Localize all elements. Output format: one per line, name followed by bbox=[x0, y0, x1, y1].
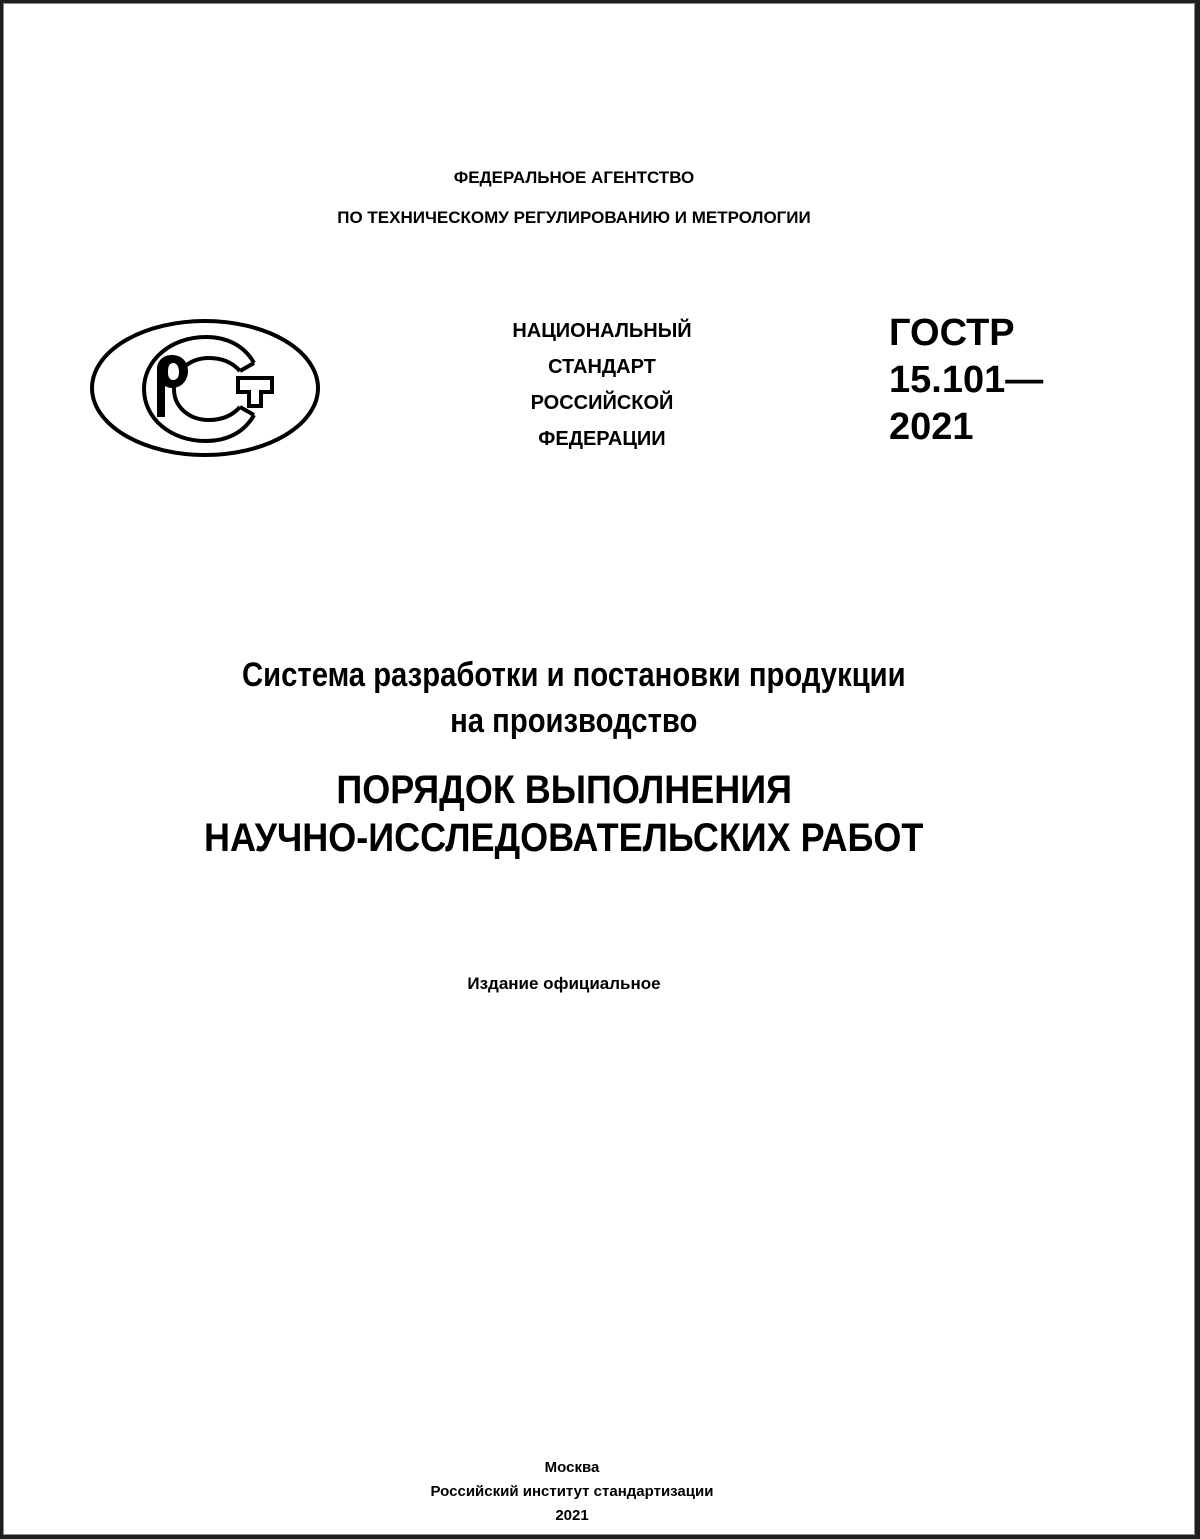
national-standard-line: РОССИЙСКОЙ bbox=[530, 392, 674, 414]
national-standard-label bbox=[484, 313, 720, 457]
title-line: НАУЧНО-ИССЛЕДОВАТЕЛЬСКИХ РАБОТ bbox=[204, 816, 924, 860]
agency-name-line-1: ФЕДЕРАЛЬНОЕ АГЕНТСТВО bbox=[453, 168, 695, 187]
designation-line: 2021 bbox=[889, 406, 974, 448]
rst-certification-mark-icon bbox=[88, 317, 322, 459]
publication-footer bbox=[4, 1456, 1140, 1528]
footer-year: 2021 bbox=[555, 1507, 589, 1524]
designation-line: ГОСТР bbox=[889, 312, 1015, 354]
document-subtitle bbox=[4, 652, 1144, 744]
agency-name-line-2: ПО ТЕХНИЧЕСКОМУ РЕГУЛИРОВАНИЮ И МЕТРОЛОГИИ bbox=[337, 208, 811, 227]
national-standard-line: НАЦИОНАЛЬНЫЙ bbox=[512, 320, 692, 342]
designation-line: 15.101— bbox=[889, 359, 1044, 401]
standard-designation bbox=[889, 310, 1043, 451]
footer-publisher: Российский институт стандартизации bbox=[430, 1483, 714, 1500]
national-standard-line: СТАНДАРТ bbox=[548, 356, 656, 378]
document-title bbox=[4, 766, 1124, 862]
national-standard-line: ФЕДЕРАЦИИ bbox=[538, 428, 666, 450]
footer-city: Москва bbox=[544, 1459, 600, 1476]
subtitle-line: на производство bbox=[450, 702, 698, 740]
title-line: ПОРЯДОК ВЫПОЛНЕНИЯ bbox=[336, 768, 792, 812]
document-page bbox=[3, 3, 1195, 1535]
subtitle-line: Система разработки и постановки продукции bbox=[242, 656, 906, 694]
edition-label: Издание официальное bbox=[467, 974, 661, 993]
